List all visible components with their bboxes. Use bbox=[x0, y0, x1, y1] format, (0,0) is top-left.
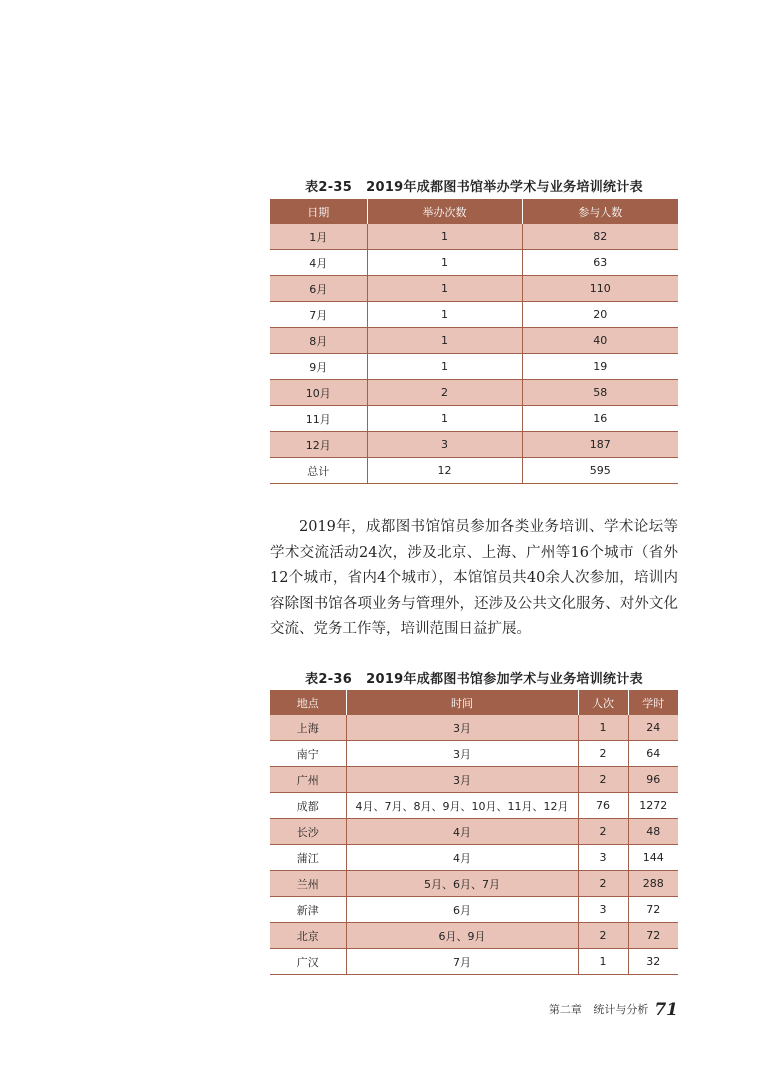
table-row bbox=[270, 793, 678, 819]
section-label: 统计与分析 bbox=[593, 1003, 649, 1016]
table-cell: 64 bbox=[628, 741, 678, 767]
table-row bbox=[270, 328, 678, 354]
table-cell: 1 bbox=[578, 715, 628, 741]
table-cell: 北京 bbox=[270, 923, 346, 949]
table-cell: 96 bbox=[628, 767, 678, 793]
table-cell: 48 bbox=[628, 819, 678, 845]
column-header-hours: 学时 bbox=[628, 690, 678, 715]
table-cell: 3月 bbox=[346, 767, 578, 793]
header-row bbox=[270, 199, 678, 224]
table-row bbox=[270, 354, 678, 380]
table-row bbox=[270, 302, 678, 328]
table-cell: 1 bbox=[367, 224, 522, 250]
table-cell: 32 bbox=[628, 949, 678, 975]
table-cell: 上海 bbox=[270, 715, 346, 741]
table-header bbox=[270, 199, 678, 224]
table-row bbox=[270, 250, 678, 276]
table-cell: 3 bbox=[367, 432, 522, 458]
table-cell: 广州 bbox=[270, 767, 346, 793]
table-cell: 6月 bbox=[346, 897, 578, 923]
table-cell: 2 bbox=[367, 380, 522, 406]
table-header bbox=[270, 690, 678, 715]
column-header-sessions: 举办次数 bbox=[367, 199, 522, 224]
table-row bbox=[270, 458, 678, 484]
table-cell: 24 bbox=[628, 715, 678, 741]
table-cell: 4月 bbox=[346, 819, 578, 845]
table-row bbox=[270, 767, 678, 793]
table-cell: 长沙 bbox=[270, 819, 346, 845]
table-cell: 1 bbox=[367, 406, 522, 432]
body-paragraph: 2019年，成都图书馆馆员参加各类业务培训、学术论坛等学术交流活动24次，涉及北京、上海、广州等16个城市（省外12个城市，省内4个城市），本馆馆员共40余人次参加，培训内容除图书馆各项业务与管理外，还涉及公共文化服务、对外文化交流、党务工作等，培训范围日益扩展。 bbox=[270, 519, 678, 637]
table-row bbox=[270, 845, 678, 871]
table-number: 表2-35 bbox=[305, 180, 353, 195]
table-cell: 成都 bbox=[270, 793, 346, 819]
table-title: 2019年成都图书馆参加学术与业务培训统计表 bbox=[366, 672, 643, 687]
table-cell: 63 bbox=[522, 250, 678, 276]
table-row bbox=[270, 741, 678, 767]
table-cell: 288 bbox=[628, 871, 678, 897]
column-header-participants: 参与人数 bbox=[522, 199, 678, 224]
table-row bbox=[270, 715, 678, 741]
table-cell: 12月 bbox=[270, 432, 367, 458]
table-cell: 8月 bbox=[270, 328, 367, 354]
table-row bbox=[270, 276, 678, 302]
table-cell: 1 bbox=[578, 949, 628, 975]
table-cell: 7月 bbox=[270, 302, 367, 328]
table-row bbox=[270, 380, 678, 406]
table-cell: 11月 bbox=[270, 406, 367, 432]
table-cell: 58 bbox=[522, 380, 678, 406]
table-cell: 20 bbox=[522, 302, 678, 328]
table-row bbox=[270, 819, 678, 845]
table-cell: 76 bbox=[578, 793, 628, 819]
table-cell: 1月 bbox=[270, 224, 367, 250]
table-cell: 3 bbox=[578, 845, 628, 871]
table-cell: 187 bbox=[522, 432, 678, 458]
table-cell: 1272 bbox=[628, 793, 678, 819]
table-cell: 72 bbox=[628, 897, 678, 923]
table-cell: 595 bbox=[522, 458, 678, 484]
table-cell: 4月 bbox=[346, 845, 578, 871]
external-training-table bbox=[270, 690, 678, 975]
table-cell: 7月 bbox=[346, 949, 578, 975]
table-cell: 4月、7月、8月、9月、10月、11月、12月 bbox=[346, 793, 578, 819]
table-cell: 1 bbox=[367, 302, 522, 328]
table-cell: 1 bbox=[367, 328, 522, 354]
page-number: 71 bbox=[654, 1000, 678, 1020]
page-footer bbox=[480, 1000, 678, 1020]
table-cell: 40 bbox=[522, 328, 678, 354]
table-cell: 广汉 bbox=[270, 949, 346, 975]
column-header-date: 日期 bbox=[270, 199, 367, 224]
table-number: 表2-36 bbox=[305, 672, 353, 687]
table-cell: 10月 bbox=[270, 380, 367, 406]
column-header-time: 时间 bbox=[346, 690, 578, 715]
table-row bbox=[270, 871, 678, 897]
table-row bbox=[270, 949, 678, 975]
table-cell: 110 bbox=[522, 276, 678, 302]
table-cell: 72 bbox=[628, 923, 678, 949]
table-title: 2019年成都图书馆举办学术与业务培训统计表 bbox=[366, 180, 643, 195]
table-cell: 南宁 bbox=[270, 741, 346, 767]
table-2-36-caption bbox=[270, 668, 678, 687]
table-2-35-caption bbox=[270, 176, 678, 195]
table-body bbox=[270, 715, 678, 975]
table-cell: 5月、6月、7月 bbox=[346, 871, 578, 897]
table-cell: 6月、9月 bbox=[346, 923, 578, 949]
table-cell: 9月 bbox=[270, 354, 367, 380]
chapter-label: 第二章 bbox=[548, 1003, 582, 1016]
table-cell: 兰州 bbox=[270, 871, 346, 897]
table-cell: 新津 bbox=[270, 897, 346, 923]
table-cell: 6月 bbox=[270, 276, 367, 302]
table-cell: 总计 bbox=[270, 458, 367, 484]
table-cell: 144 bbox=[628, 845, 678, 871]
table-row bbox=[270, 432, 678, 458]
table-cell: 2 bbox=[578, 871, 628, 897]
column-header-location: 地点 bbox=[270, 690, 346, 715]
table-row bbox=[270, 897, 678, 923]
table-cell: 3 bbox=[578, 897, 628, 923]
table-row bbox=[270, 406, 678, 432]
table-cell: 12 bbox=[367, 458, 522, 484]
table-cell: 1 bbox=[367, 354, 522, 380]
table-row bbox=[270, 923, 678, 949]
table-cell: 19 bbox=[522, 354, 678, 380]
table-cell: 3月 bbox=[346, 741, 578, 767]
table-cell: 蒲江 bbox=[270, 845, 346, 871]
table-cell: 4月 bbox=[270, 250, 367, 276]
table-cell: 2 bbox=[578, 923, 628, 949]
header-row bbox=[270, 690, 678, 715]
table-cell: 82 bbox=[522, 224, 678, 250]
table-cell: 16 bbox=[522, 406, 678, 432]
table-row bbox=[270, 224, 678, 250]
table-cell: 2 bbox=[578, 819, 628, 845]
table-cell: 2 bbox=[578, 767, 628, 793]
table-cell: 1 bbox=[367, 276, 522, 302]
table-cell: 1 bbox=[367, 250, 522, 276]
column-header-person-times: 人次 bbox=[578, 690, 628, 715]
table-body bbox=[270, 224, 678, 484]
table-cell: 2 bbox=[578, 741, 628, 767]
table-cell: 3月 bbox=[346, 715, 578, 741]
academic-training-table bbox=[270, 199, 678, 484]
